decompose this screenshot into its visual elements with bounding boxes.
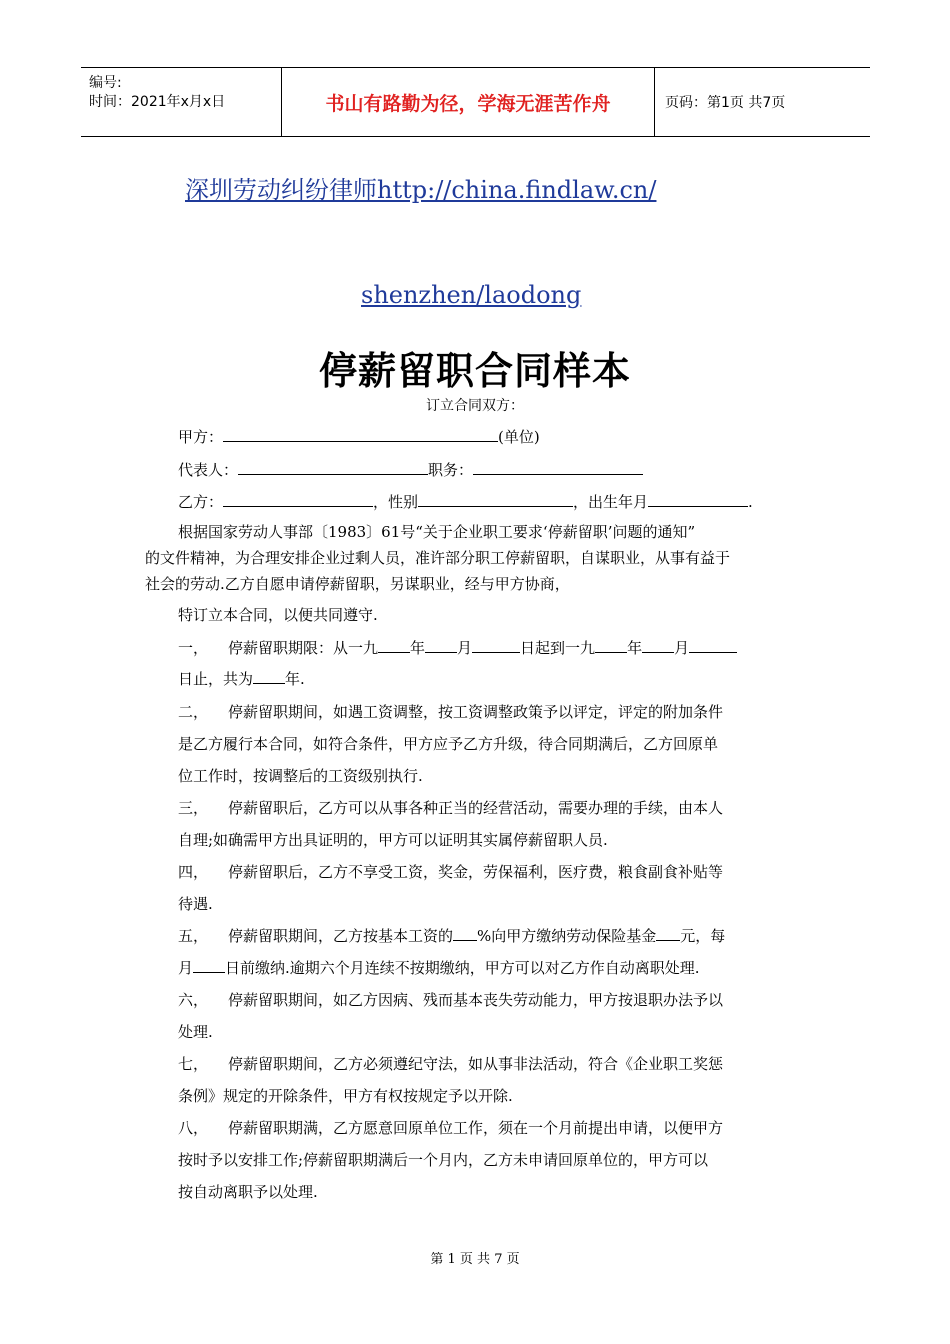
party-b-label: 乙方： [178,493,224,511]
clause-5-number: 五， [178,927,209,945]
clause-1-blank [425,638,457,653]
party-b-end: . [748,493,753,511]
header-motto: 书山有路勤为径，学海无涯苦作舟 [282,68,655,136]
clause-1-blank [642,638,674,653]
clause-1-text-h: 年. [285,670,305,688]
party-b-blank [223,492,373,507]
clause-1-text-g: 日止，共为 [178,670,254,688]
clause-2-text: 停薪留职期间，如遇工资调整，按工资调整政策予以评定，评定的附加条件 [228,703,724,721]
document-title: 停薪留职合同样本 [318,349,631,393]
clause-8-line-2: 按时予以安排工作;停薪留职期满后一个月内，乙方未申请回原单位的，甲方可以 [178,1151,709,1169]
clause-8-number: 八， [178,1119,209,1137]
clause-2-line-2: 是乙方履行本合同，如符合条件，甲方应予乙方升级，待合同期满后，乙方回原单 [178,735,719,753]
intro-line-4: 特订立本合同，以便共同遵守. [178,606,378,624]
clause-7-text: 停薪留职期间，乙方必须遵纪守法，如从事非法活动，符合《企业职工奖惩 [228,1055,724,1073]
representative-line [178,459,643,480]
clause-5-text-c: 元，每 [680,927,726,945]
party-a-suffix: (单位) [498,428,540,446]
clause-3-text: 停薪留职后，乙方可以从事各种正当的经营活动，需要办理的手续，由本人 [228,799,724,817]
clause-4-text: 停薪留职后，乙方不享受工资，奖金，劳保福利，医疗费，粮食副食补贴等 [228,863,724,881]
clause-2-number: 二， [178,703,209,721]
clause-4-line-2: 待遇. [178,895,213,913]
clause-8-line-1 [178,1117,723,1138]
clause-7-line-1 [178,1053,723,1074]
clause-1-number: 一， [178,639,209,657]
clause-1-text-a: 停薪留职期限：从一九 [228,639,379,657]
clause-6-line-2: 处理. [178,1023,213,1041]
intro-line-1: 根据国家劳动人事部〔1983〕61号“关于企业职工要求‘停薪留职’问题的通知” [178,523,696,541]
clause-1-blank [378,638,410,653]
clause-5-text-a: 停薪留职期间，乙方按基本工资的 [228,927,454,945]
clause-1-blank [253,669,285,684]
time-label: 时间：2021年x月x日 [89,94,226,110]
header-page-info: 页码：第1页 共7页 [665,95,786,111]
clause-1-line-2 [178,668,305,689]
clause-6-number: 六， [178,991,209,1009]
clause-3-line-2: 自理;如确需甲方出具证明的，甲方可以证明其实属停薪留职人员. [178,831,608,849]
party-a-blank [223,427,498,442]
party-b-birth-label: ，出生年月 [573,493,649,511]
clause-7-number: 七， [178,1055,209,1073]
lawyer-link-line2[interactable]: shenzhen/laodong [361,281,582,309]
clause-1-blank [689,638,737,653]
document-subtitle: 订立合同双方： [426,398,524,414]
intro-line-3: 社会的劳动.乙方自愿申请停薪留职，另谋职业，经与甲方协商， [145,575,570,593]
lawyer-link-line1[interactable]: 深圳劳动纠纷律师http://china.findlaw.cn/ [185,176,657,204]
clause-3-line-1 [178,797,723,818]
clause-5-blank [453,926,477,941]
code-label: 编号: [89,75,122,91]
party-b-gender-blank [418,492,573,507]
party-b-gender-label: ，性别 [373,493,419,511]
header-table [81,67,870,137]
clause-4-number: 四， [178,863,209,881]
clause-5-text-e: 日前缴纳.逾期六个月连续不按期缴纳，甲方可以对乙方作自动离职处理. [225,959,700,977]
clause-1-text-b: 年 [410,639,426,657]
clause-8-line-3: 按自动离职予以处理. [178,1183,318,1201]
intro-line-2: 的文件精神，为合理安排企业过剩人员，准许部分职工停薪留职，自谋职业，从事有益于 [145,549,731,567]
clause-5-text-d: 月 [178,959,194,977]
party-a-line [178,426,540,447]
clause-1-text-e: 年 [627,639,643,657]
clause-1-text-f: 月 [674,639,690,657]
page-footer: 第 1 页 共 7 页 [430,1252,520,1267]
rep-blank [238,460,428,475]
party-a-label: 甲方： [178,428,224,446]
clause-1-text-c: 月 [457,639,473,657]
clause-6-line-1 [178,989,723,1010]
clause-2-line-3: 位工作时，按调整后的工资级别执行. [178,767,423,785]
party-b-line [178,491,753,512]
clause-3-number: 三， [178,799,209,817]
clause-4-line-1 [178,861,723,882]
clause-5-text-b: %向甲方缴纳劳动保险基金 [477,927,657,945]
rep-position-label: 职务： [428,461,474,479]
rep-label: 代表人： [178,461,239,479]
clause-1-blank [472,638,520,653]
clause-1-blank [595,638,627,653]
rep-position-blank [473,460,643,475]
party-b-birth-blank [648,492,748,507]
clause-1-text-d: 日起到一九 [520,639,596,657]
clause-5-line-1 [178,925,725,946]
clause-6-text: 停薪留职期间，如乙方因病、残而基本丧失劳动能力，甲方按退职办法予以 [228,991,724,1009]
clause-2-line-1 [178,701,723,722]
clause-7-line-2: 条例》规定的开除条件，甲方有权按规定予以开除. [178,1087,513,1105]
header-meta-cell [81,68,282,136]
clause-5-blank [656,926,680,941]
clause-8-text: 停薪留职期满，乙方愿意回原单位工作，须在一个月前提出申请，以便甲方 [228,1119,724,1137]
clause-1-line-1 [178,637,737,658]
clause-5-line-2 [178,957,700,978]
clause-5-blank [193,958,225,973]
